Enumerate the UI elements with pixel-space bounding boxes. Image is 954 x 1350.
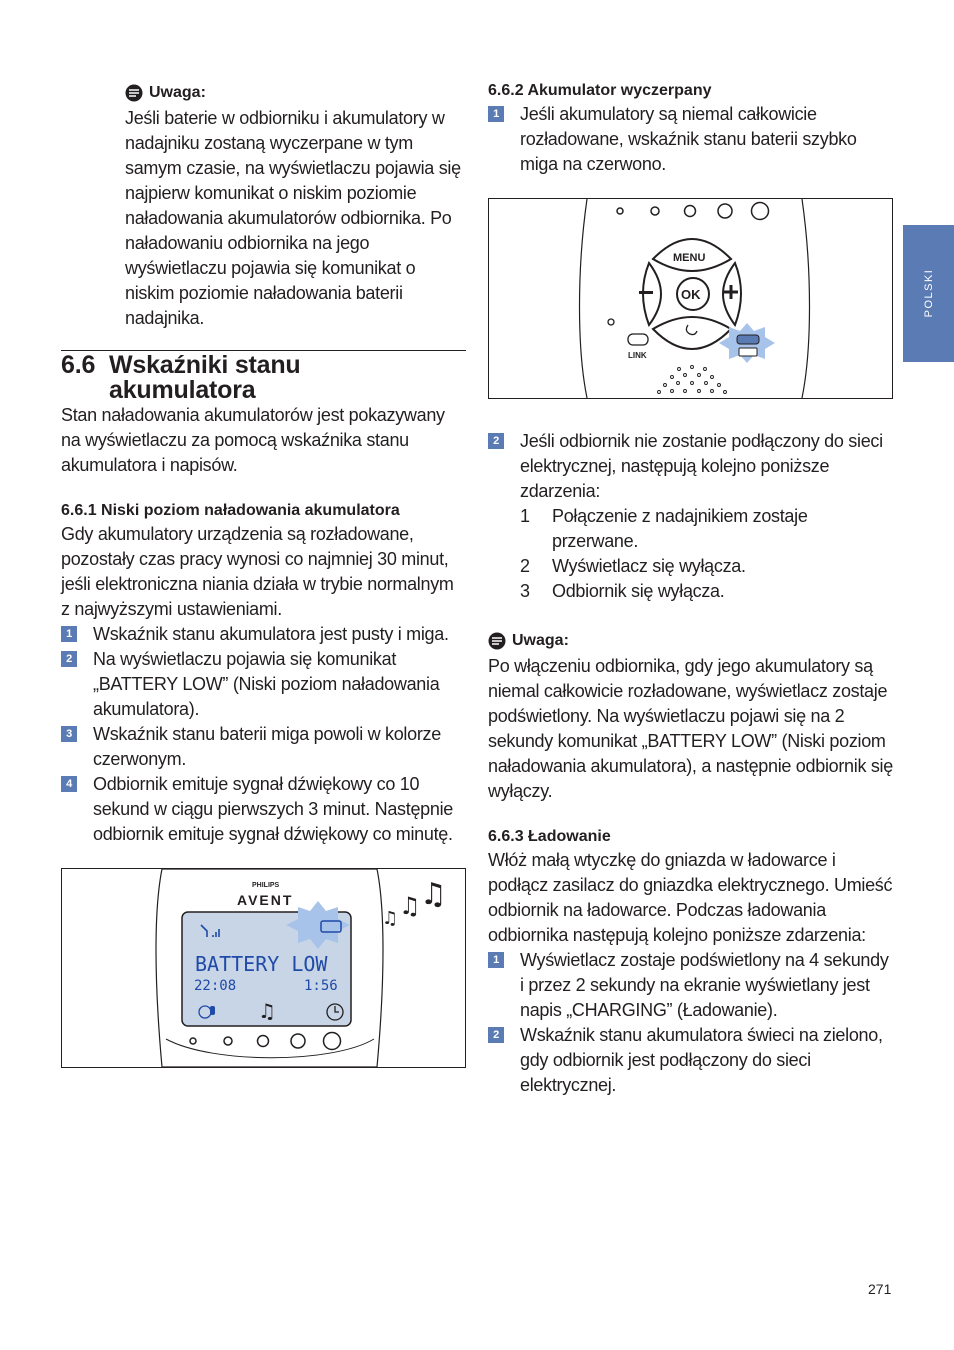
steps-662b [488, 429, 894, 604]
subsection-intro-661: Gdy akumulatory urządzenia są rozładowane, pozostały czas pracy wynosi co najmniej 30 minut, jeśli elektroniczna niania działa w trybie normalnym z najwyższymi ustawieniami. [61, 524, 454, 619]
step-badge: 2 [488, 433, 504, 449]
step-item [488, 429, 894, 604]
step-text: Wskaźnik stanu baterii miga powoli w kolorze czerwonym. [93, 724, 441, 769]
note-heading [488, 628, 894, 654]
status-led [737, 335, 759, 344]
event-item [520, 504, 894, 554]
step-badge: 1 [61, 626, 77, 642]
sound-note-medium-icon: ♫ [399, 892, 421, 920]
event-number: 1 [520, 506, 530, 526]
section-title-line2: akumulatora [109, 376, 256, 404]
step-badge: 3 [61, 726, 77, 742]
step-badge: 4 [61, 776, 77, 792]
step-badge: 2 [61, 651, 77, 667]
minus-icon [639, 291, 653, 294]
page-number: 271 [868, 1281, 892, 1297]
step-item [61, 647, 466, 722]
left-column [61, 80, 466, 1068]
steps-662a [488, 102, 894, 177]
step-item [61, 622, 466, 647]
right-column [488, 80, 894, 1098]
event-item [520, 554, 894, 579]
talk-key [653, 317, 731, 349]
step-badge: 2 [488, 1027, 504, 1043]
lcd-message: BATTERY LOW [195, 952, 328, 976]
step-badge: 1 [488, 106, 504, 122]
note-label: Uwaga: [512, 632, 569, 649]
link-key [628, 334, 648, 345]
step-text: Na wyświetlaczu pojawia się komunikat „BATTERY LOW” (Niski poziom naładowania akumulatora). [93, 649, 440, 719]
sound-note-large-icon: ♫ [420, 877, 447, 912]
note-icon [125, 84, 143, 102]
language-tab [903, 225, 954, 362]
brand-top: PHILIPS [252, 882, 280, 889]
step-item [488, 102, 894, 177]
step-item [61, 722, 466, 772]
subsection-heading-663: 6.6.3 Ładowanie [488, 828, 611, 845]
step-item [488, 1023, 894, 1098]
event-number: 2 [520, 556, 530, 576]
brand-bottom: AVENT [237, 892, 294, 908]
note-heading [125, 80, 466, 106]
event-list [520, 504, 894, 604]
note-block-2 [488, 628, 894, 804]
step-item [61, 772, 466, 847]
speaker-grille [658, 366, 727, 394]
mic-icon [210, 1006, 215, 1015]
note-block-1 [125, 80, 466, 331]
menu-label: MENU [673, 252, 706, 264]
event-number: 3 [520, 581, 530, 601]
battery-led-icon [739, 348, 757, 356]
steps-663 [488, 948, 894, 1098]
lcd-time: 22:08 [194, 978, 237, 994]
section-title-line1: Wskaźniki stanu [109, 351, 301, 379]
step-text: Jeśli akumulatory są niemal całkowicie rozładowane, wskaźnik stanu baterii szybko miga na czerwono. [520, 104, 857, 174]
note-text: Po włączeniu odbiornika, gdy jego akumulatory są niemal całkowicie rozładowane, wyświetlacz zostaje podświetlony. Na wyświetlaczu pojawi się na 2 sekundy komunikat „BATTERY LOW” (Niski poziom naładowania akumulatora), a następnie odbiornik się wyłączy. [488, 656, 893, 801]
event-item [520, 579, 894, 604]
event-text: Odbiornik się wyłącza. [552, 581, 725, 601]
step-text: Wskaźnik stanu akumulatora świeci na zielono, gdy odbiornik jest podłączony do sieci elektrycznej. [520, 1025, 883, 1095]
step-badge: 1 [488, 952, 504, 968]
section-number: 6.6 [61, 351, 96, 379]
subsection-heading-661: 6.6.1 Niski poziom naładowania akumulatora [61, 502, 400, 519]
section-intro: Stan naładowania akumulatorów jest pokazywany na wyświetlaczu za pomocą wskaźnika stanu akumulatora i napisów. [61, 405, 445, 475]
link-label: LINK [628, 351, 647, 360]
lcd-timer: 1:56 [304, 978, 338, 994]
step-text: Wskaźnik stanu akumulatora jest pusty i miga. [93, 624, 449, 644]
receiver-illustration [62, 869, 465, 1067]
step-text: Jeśli odbiornik nie zostanie podłączony do sieci elektrycznej, następują kolejno poniższe zdarzenia: [520, 431, 883, 501]
event-text: Połączenie z nadajnikiem zostaje przerwane. [552, 506, 808, 551]
step-item [488, 948, 894, 1023]
ok-label: OK [681, 287, 701, 302]
receiver-buttons-illustration [489, 199, 892, 398]
music-note-icon: ♫ [258, 999, 276, 1023]
subsection-intro-663: Włóż małą wtyczkę do gniazda w ładowarce i podłącz zasilacz do gniazdka elektrycznego. Umieść odbiornik na ładowarce. Podczas ładowania odbiornika następują kolejno poniższe zdarzenia: [488, 850, 893, 945]
note-text: Jeśli baterie w odbiorniku i akumulatory w nadajniku zostaną wyczerpane w tym samym czasie, na wyświetlaczu pojawia się najpierw komunikat o niskim poziomie naładowania akumulatorów odbiornika. Po naładowaniu odbiornika na jego wyświetlaczu pojawia się komunikat o niskim poziomie naładowania baterii nadajnika. [125, 108, 461, 328]
sound-note-small-icon: ♫ [382, 908, 399, 929]
figure-receiver-buttons [488, 198, 893, 399]
figure-receiver-display [61, 868, 466, 1068]
note-icon [488, 632, 506, 650]
section-heading [61, 350, 466, 403]
language-tab-label: POLSKI [923, 268, 935, 318]
note-label: Uwaga: [149, 84, 206, 101]
step-text: Wyświetlacz zostaje podświetlony na 4 sekundy i przez 2 sekundy na ekranie wyświetlany jest napis „CHARGING” (Ładowanie). [520, 950, 889, 1020]
steps-661 [61, 622, 466, 847]
subsection-heading-662: 6.6.2 Akumulator wyczerpany [488, 82, 712, 99]
event-text: Wyświetlacz się wyłącza. [552, 556, 746, 576]
step-text: Odbiornik emituje sygnał dźwiękowy co 10 sekund w ciągu pierwszych 3 minut. Następnie odbiornik emituje sygnał dźwiękowy co minutę. [93, 774, 453, 844]
